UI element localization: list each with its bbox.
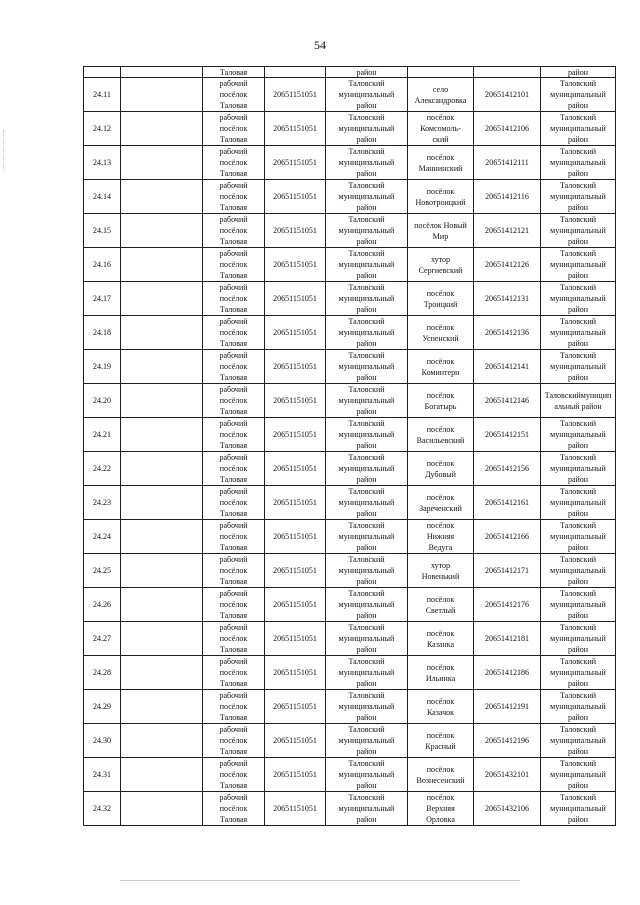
settlement-cell: рабочий посёлок Таловая [203,656,265,690]
locality-code-cell: 20651412181 [474,622,541,656]
blank-cell [121,554,203,588]
table-row [84,622,616,656]
locality-cell: посёлок Вознесенский [408,758,474,792]
bottom-scan-line [120,880,520,881]
locality-cell: посёлок Маннинский [408,146,474,180]
settlement-code-cell: 20651151051 [265,146,326,180]
blank-cell [121,112,203,146]
settlement-cell: рабочий посёлок Таловая [203,418,265,452]
locality-district-cell: Таловский муниципальный район [541,656,616,690]
district-cell: Таловский муниципальный район [326,656,408,690]
locality-code-cell: 20651412121 [474,214,541,248]
cont-cell-settlement: Таловая [203,67,265,78]
locality-code-cell: 20651412171 [474,554,541,588]
settlement-code-cell: 20651151051 [265,282,326,316]
table-row [84,724,616,758]
locality-code-cell: 20651412151 [474,418,541,452]
settlement-code-cell: 20651151051 [265,452,326,486]
locality-cell: посёлок Казачок [408,690,474,724]
locality-district-cell: Таловский муниципальный район [541,316,616,350]
row-number-cell: 24.21 [84,418,121,452]
settlement-code-cell: 20651151051 [265,248,326,282]
locality-district-cell: Таловский муниципальный район [541,452,616,486]
locality-code-cell: 20651412106 [474,112,541,146]
blank-cell [121,180,203,214]
table-row [84,690,616,724]
blank-cell [121,792,203,826]
locality-cell: посёлок Троицкий [408,282,474,316]
locality-district-cell: Таловский муниципальный район [541,792,616,826]
row-number-cell: 24.23 [84,486,121,520]
table-row [84,78,616,112]
settlement-cell: рабочий посёлок Таловая [203,690,265,724]
settlement-code-cell: 20651151051 [265,214,326,248]
locality-district-cell: Таловский муниципальный район [541,146,616,180]
blank-cell [121,146,203,180]
district-cell: Таловский муниципальный район [326,146,408,180]
row-number-cell: 24.24 [84,520,121,554]
settlement-cell: рабочий посёлок Таловая [203,180,265,214]
settlement-code-cell: 20651151051 [265,520,326,554]
table-row [84,486,616,520]
table-row [84,146,616,180]
blank-cell [121,384,203,418]
locality-cell: посёлок Богатырь [408,384,474,418]
locality-code-cell: 20651412146 [474,384,541,418]
row-number-cell: 24.25 [84,554,121,588]
settlement-cell: рабочий посёлок Таловая [203,214,265,248]
table-row [84,418,616,452]
locality-code-cell: 20651412166 [474,520,541,554]
locality-district-cell: Таловский муниципальный район [541,724,616,758]
table-row [84,248,616,282]
table-body [84,67,616,826]
row-number-cell: 24.17 [84,282,121,316]
locality-cell: хутор Сергиевский [408,248,474,282]
locality-cell: посёлок Дубовый [408,452,474,486]
district-cell: Таловский муниципальный район [326,724,408,758]
table-row [84,588,616,622]
district-cell: Таловский муниципальный район [326,588,408,622]
settlement-cell: рабочий посёлок Таловая [203,520,265,554]
locality-code-cell: 20651412156 [474,452,541,486]
row-number-cell: 24.28 [84,656,121,690]
cont-cell-code [265,67,326,78]
row-number-cell: 24.16 [84,248,121,282]
locality-cell: посёлок Коминтерн [408,350,474,384]
settlement-cell: рабочий посёлок Таловая [203,384,265,418]
district-cell: Таловский муниципальный район [326,214,408,248]
district-cell: Таловский муниципальный район [326,792,408,826]
blank-cell [121,248,203,282]
blank-cell [121,690,203,724]
row-number-cell: 24.18 [84,316,121,350]
locality-cell: посёлок Верхняя Орловка [408,792,474,826]
blank-cell [121,78,203,112]
settlement-code-cell: 20651151051 [265,486,326,520]
row-number-cell: 24.27 [84,622,121,656]
settlement-code-cell: 20651151051 [265,690,326,724]
settlement-cell: рабочий посёлок Таловая [203,350,265,384]
blank-cell [121,452,203,486]
locality-code-cell: 20651412111 [474,146,541,180]
page-number: 54 [314,38,326,52]
settlement-code-cell: 20651151051 [265,758,326,792]
blank-cell [121,316,203,350]
locality-code-cell: 20651412101 [474,78,541,112]
district-cell: Таловский муниципальный район [326,554,408,588]
blank-cell [121,520,203,554]
row-number-cell: 24.12 [84,112,121,146]
locality-code-cell: 20651412176 [474,588,541,622]
blank-cell [121,486,203,520]
cont-cell-blank [121,67,203,78]
blank-cell [121,214,203,248]
locality-district-cell: Таловский муниципальный район [541,350,616,384]
locality-code-cell: 20651412141 [474,350,541,384]
district-cell: Таловский муниципальный район [326,112,408,146]
settlement-code-cell: 20651151051 [265,316,326,350]
locality-district-cell: Таловский муниципальный район [541,78,616,112]
table-row [84,214,616,248]
cont-cell-locality-code [474,67,541,78]
district-cell: Таловский муниципальный район [326,384,408,418]
district-cell: Таловский муниципальный район [326,486,408,520]
blank-cell [121,588,203,622]
locality-code-cell: 20651412191 [474,690,541,724]
district-cell: Таловский муниципальный район [326,622,408,656]
locality-cell: посёлок Красный [408,724,474,758]
settlement-cell: рабочий посёлок Таловая [203,792,265,826]
settlement-cell: рабочий посёлок Таловая [203,112,265,146]
settlement-code-cell: 20651151051 [265,78,326,112]
district-cell: Таловский муниципальный район [326,758,408,792]
row-number-cell: 24.15 [84,214,121,248]
table-row [84,316,616,350]
row-number-cell: 24.31 [84,758,121,792]
locality-district-cell: Таловский муниципальный район [541,180,616,214]
row-number-cell: 24.32 [84,792,121,826]
row-number-cell: 24.13 [84,146,121,180]
district-cell: Таловский муниципальный район [326,316,408,350]
locality-district-cell: Таловский муниципальный район [541,214,616,248]
locality-cell: посёлок Светлый [408,588,474,622]
district-cell: Таловский муниципальный район [326,418,408,452]
table-row [84,282,616,316]
table-row [84,792,616,826]
cont-cell-locality-district: район [541,67,616,78]
cont-cell-num [84,67,121,78]
district-cell: Таловский муниципальный район [326,78,408,112]
locality-cell: посёлок Новотроицкий [408,180,474,214]
locality-district-cell: Таловский муниципальный район [541,622,616,656]
locality-district-cell: Таловский муниципальный район [541,486,616,520]
locality-code-cell: 20651412131 [474,282,541,316]
district-cell: Таловский муниципальный район [326,180,408,214]
row-number-cell: 24.19 [84,350,121,384]
locality-cell: посёлок Комсомоль- ский [408,112,474,146]
blank-cell [121,282,203,316]
settlement-code-cell: 20651151051 [265,384,326,418]
district-cell: Таловский муниципальный район [326,690,408,724]
table-row [84,656,616,690]
settlement-cell: рабочий посёлок Таловая [203,146,265,180]
settlement-code-cell: 20651151051 [265,724,326,758]
table-row [84,452,616,486]
locality-district-cell: Таловский муниципальный район [541,282,616,316]
locality-district-cell: Таловский муниципальный район [541,248,616,282]
scan-edge-mark [3,130,8,170]
locality-cell: хутор Новенький [408,554,474,588]
locality-code-cell: 20651412126 [474,248,541,282]
settlement-code-cell: 20651151051 [265,350,326,384]
locality-cell: посёлок Новый Мир [408,214,474,248]
settlement-code-cell: 20651151051 [265,792,326,826]
row-number-cell: 24.14 [84,180,121,214]
blank-cell [121,418,203,452]
settlement-cell: рабочий посёлок Таловая [203,248,265,282]
row-number-cell: 24.26 [84,588,121,622]
locality-code-cell: 20651412196 [474,724,541,758]
settlements-table [83,66,616,826]
cont-cell-locality [408,67,474,78]
locality-code-cell: 20651412116 [474,180,541,214]
row-number-cell: 24.11 [84,78,121,112]
locality-code-cell: 20651412161 [474,486,541,520]
locality-code-cell: 20651412136 [474,316,541,350]
table-row [84,180,616,214]
district-cell: Таловский муниципальный район [326,452,408,486]
locality-cell: посёлок Успенский [408,316,474,350]
settlement-code-cell: 20651151051 [265,554,326,588]
table-row [84,112,616,146]
locality-district-cell: Таловский муниципальный район [541,588,616,622]
locality-cell: посёлок Васильевский [408,418,474,452]
locality-district-cell: Таловский муниципальный район [541,520,616,554]
district-cell: Таловский муниципальный район [326,520,408,554]
settlement-cell: рабочий посёлок Таловая [203,554,265,588]
row-number-cell: 24.30 [84,724,121,758]
settlement-cell: рабочий посёлок Таловая [203,588,265,622]
blank-cell [121,622,203,656]
blank-cell [121,724,203,758]
table-row [84,554,616,588]
table-row [84,758,616,792]
locality-cell: посёлок Нижняя Ведуга [408,520,474,554]
cont-cell-district: район [326,67,408,78]
locality-district-cell: Таловский муниципальный район [541,112,616,146]
settlement-code-cell: 20651151051 [265,588,326,622]
table-row [84,520,616,554]
locality-cell: посёлок Ильинка [408,656,474,690]
settlement-code-cell: 20651151051 [265,656,326,690]
row-number-cell: 24.20 [84,384,121,418]
locality-code-cell: 20651432101 [474,758,541,792]
blank-cell [121,350,203,384]
settlement-code-cell: 20651151051 [265,418,326,452]
locality-cell: посёлок Зареченский [408,486,474,520]
locality-district-cell: Таловский муниципальный район [541,418,616,452]
settlement-cell: рабочий посёлок Таловая [203,724,265,758]
locality-district-cell: Таловский муниципальный район [541,758,616,792]
district-cell: Таловский муниципальный район [326,248,408,282]
locality-district-cell: Таловский муниципальный район [541,554,616,588]
locality-code-cell: 20651412186 [474,656,541,690]
settlement-cell: рабочий посёлок Таловая [203,78,265,112]
district-cell: Таловский муниципальный район [326,282,408,316]
settlement-cell: рабочий посёлок Таловая [203,316,265,350]
table-row [84,384,616,418]
locality-cell: посёлок Казанка [408,622,474,656]
locality-district-cell: Таловский муниципальный район [541,690,616,724]
settlement-cell: рабочий посёлок Таловая [203,622,265,656]
locality-code-cell: 20651432106 [474,792,541,826]
locality-district-cell: Таловскиймуницип альный район [541,384,616,418]
locality-cell: село Александровка [408,78,474,112]
continuation-row [84,67,616,78]
settlement-code-cell: 20651151051 [265,180,326,214]
district-cell: Таловский муниципальный район [326,350,408,384]
settlement-code-cell: 20651151051 [265,112,326,146]
settlement-cell: рабочий посёлок Таловая [203,282,265,316]
blank-cell [121,656,203,690]
settlement-cell: рабочий посёлок Таловая [203,452,265,486]
blank-cell [121,758,203,792]
settlement-cell: рабочий посёлок Таловая [203,486,265,520]
row-number-cell: 24.22 [84,452,121,486]
settlement-cell: рабочий посёлок Таловая [203,758,265,792]
row-number-cell: 24.29 [84,690,121,724]
table-row [84,350,616,384]
settlement-code-cell: 20651151051 [265,622,326,656]
